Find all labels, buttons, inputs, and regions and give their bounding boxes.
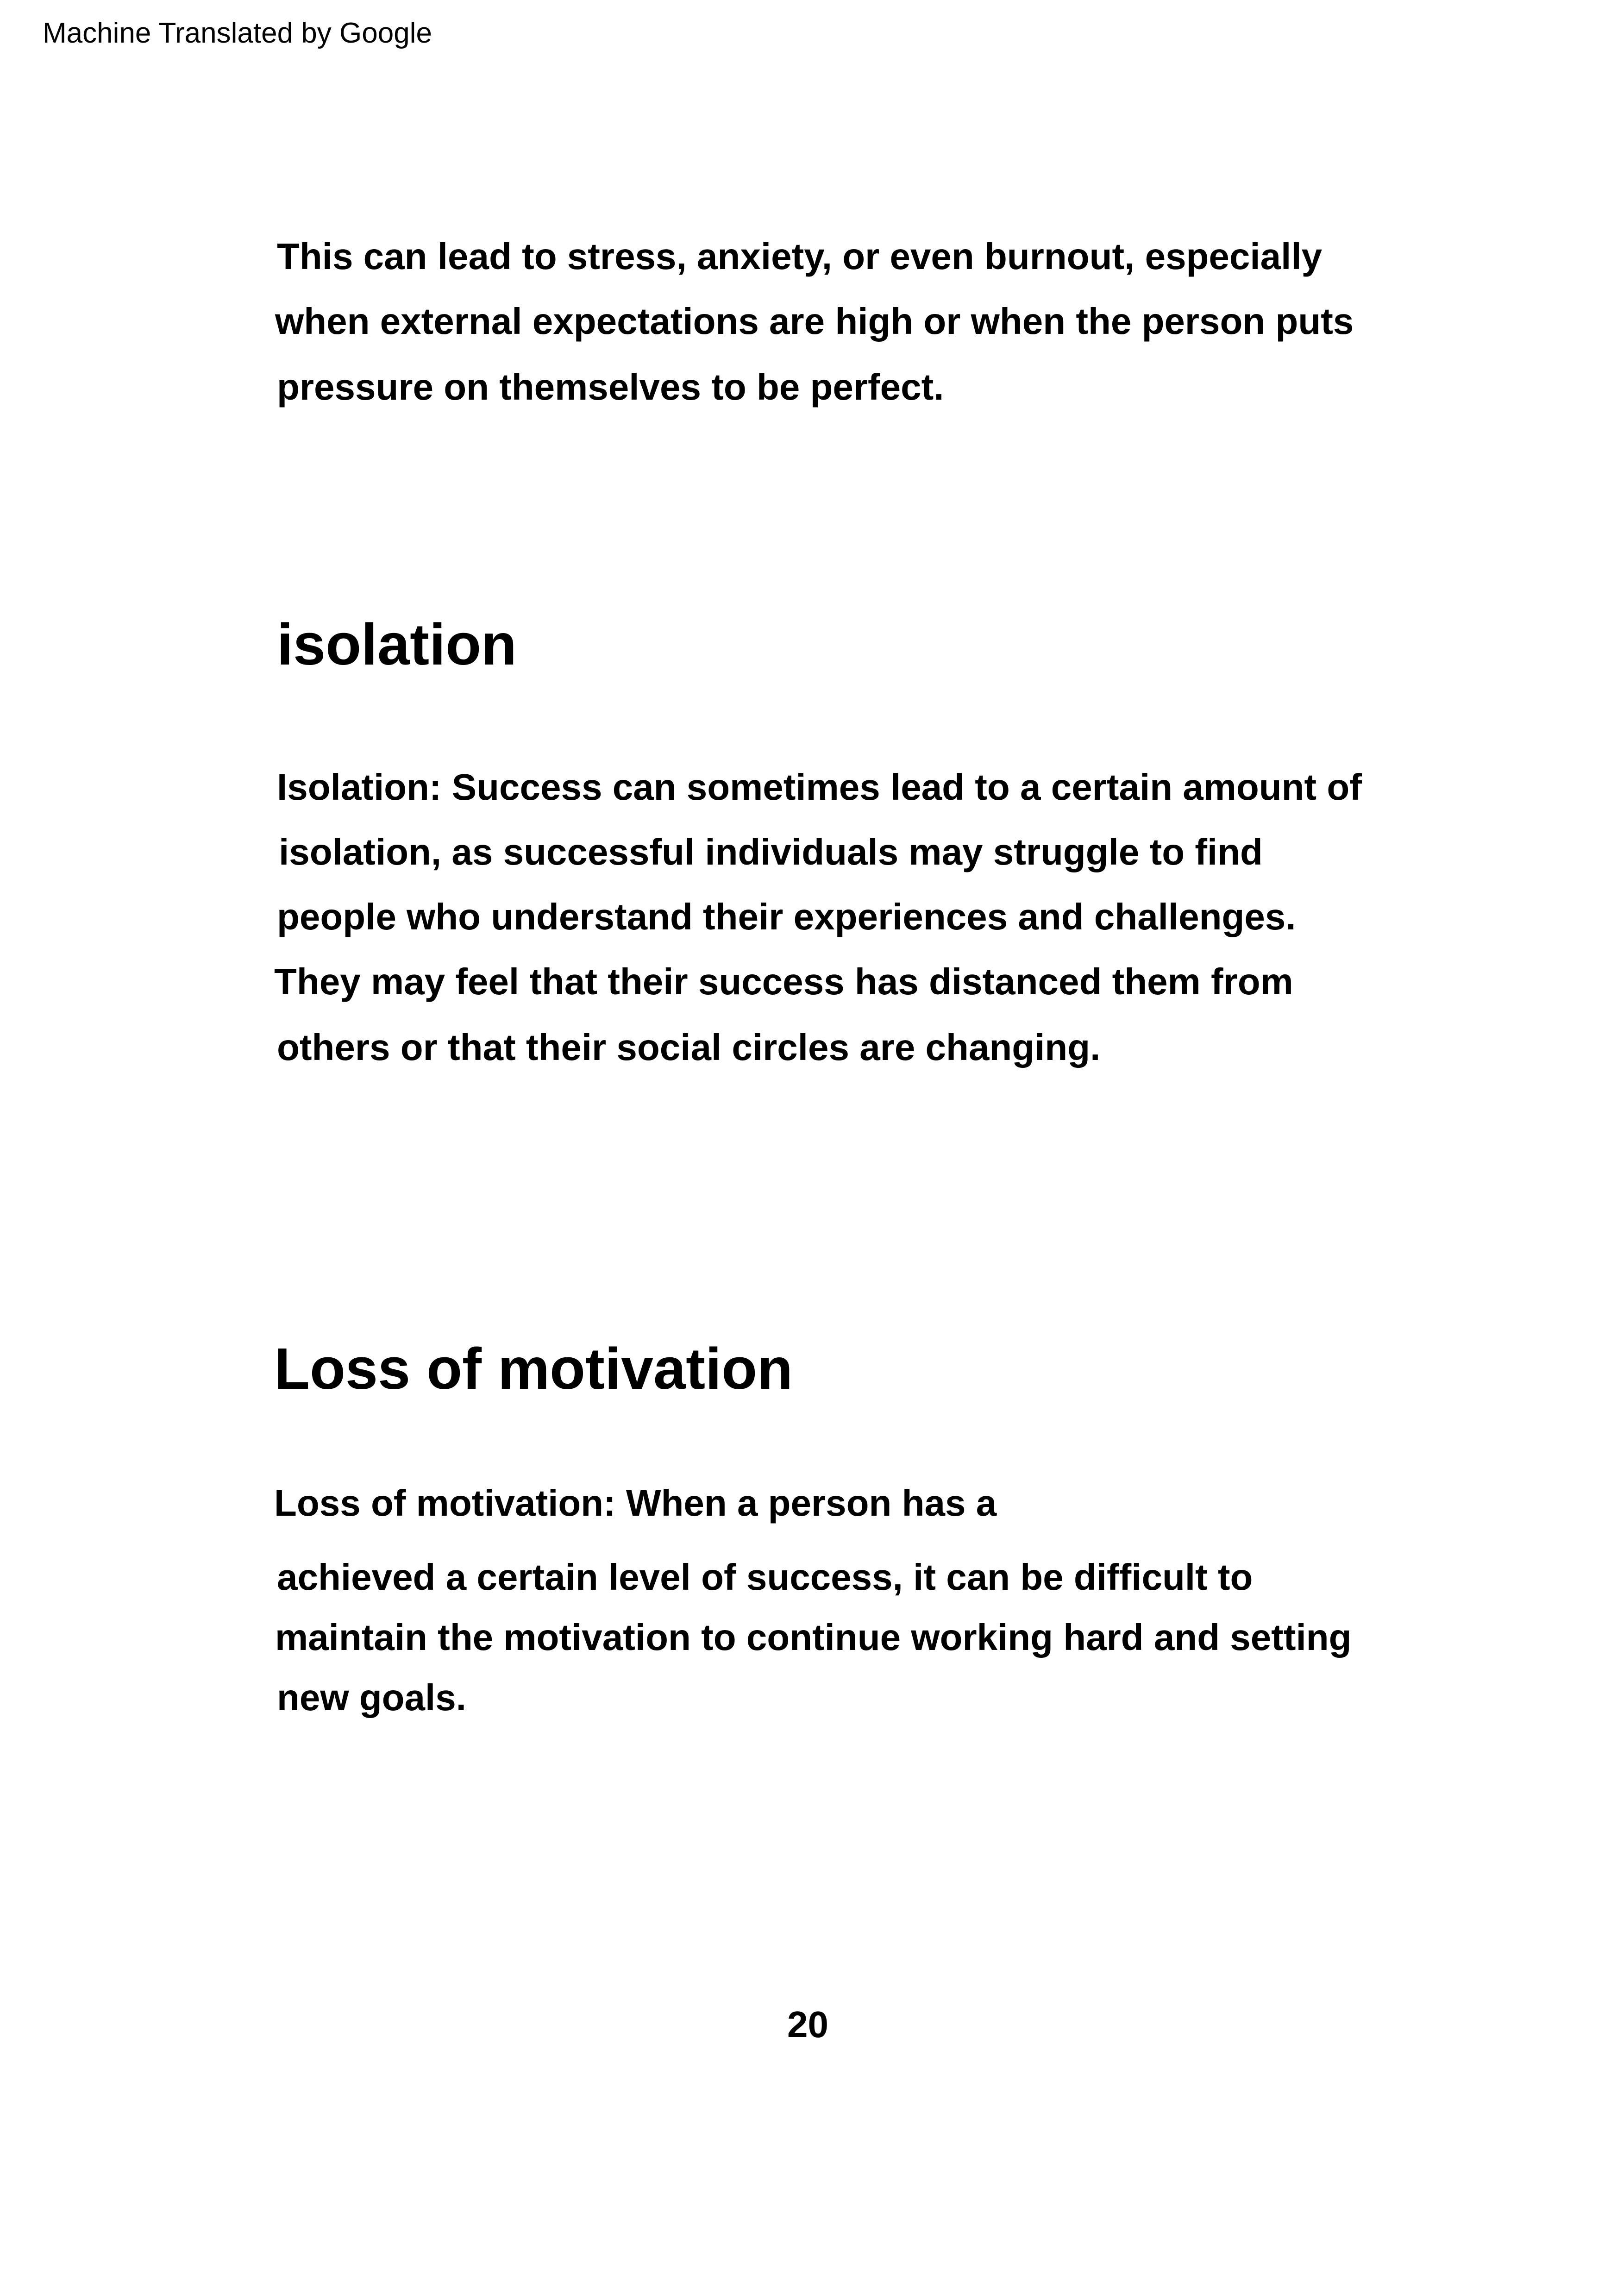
translation-note: Machine Translated by Google — [43, 17, 432, 49]
paragraph-line: This can lead to stress, anxiety, or even burnout, especially — [277, 236, 1322, 277]
paragraph-line: achieved a certain level of success, it can be difficult to — [277, 1556, 1253, 1598]
isolation-heading: isolation — [277, 612, 517, 677]
paragraph-line: people who understand their experiences and challenges. — [277, 896, 1296, 937]
page-number: 20 — [787, 2004, 828, 2045]
paragraph-line: Loss of motivation: When a person has a — [274, 1482, 997, 1524]
motivation-heading: Loss of motivation — [274, 1336, 793, 1401]
paragraph-line: They may feel that their success has distanced them from — [274, 961, 1293, 1002]
paragraph-line: isolation, as successful individuals may struggle to find — [279, 831, 1263, 872]
paragraph-line: maintain the motivation to continue working hard and setting — [275, 1617, 1352, 1658]
paragraph-line: Isolation: Success can sometimes lead to a certain amount of — [277, 766, 1362, 808]
paragraph-line: new goals. — [277, 1677, 466, 1718]
paragraph-line: others or that their social circles are changing. — [277, 1027, 1101, 1068]
paragraph-line: pressure on themselves to be perfect. — [277, 366, 944, 408]
paragraph-line: when external expectations are high or when the person puts — [275, 301, 1354, 342]
